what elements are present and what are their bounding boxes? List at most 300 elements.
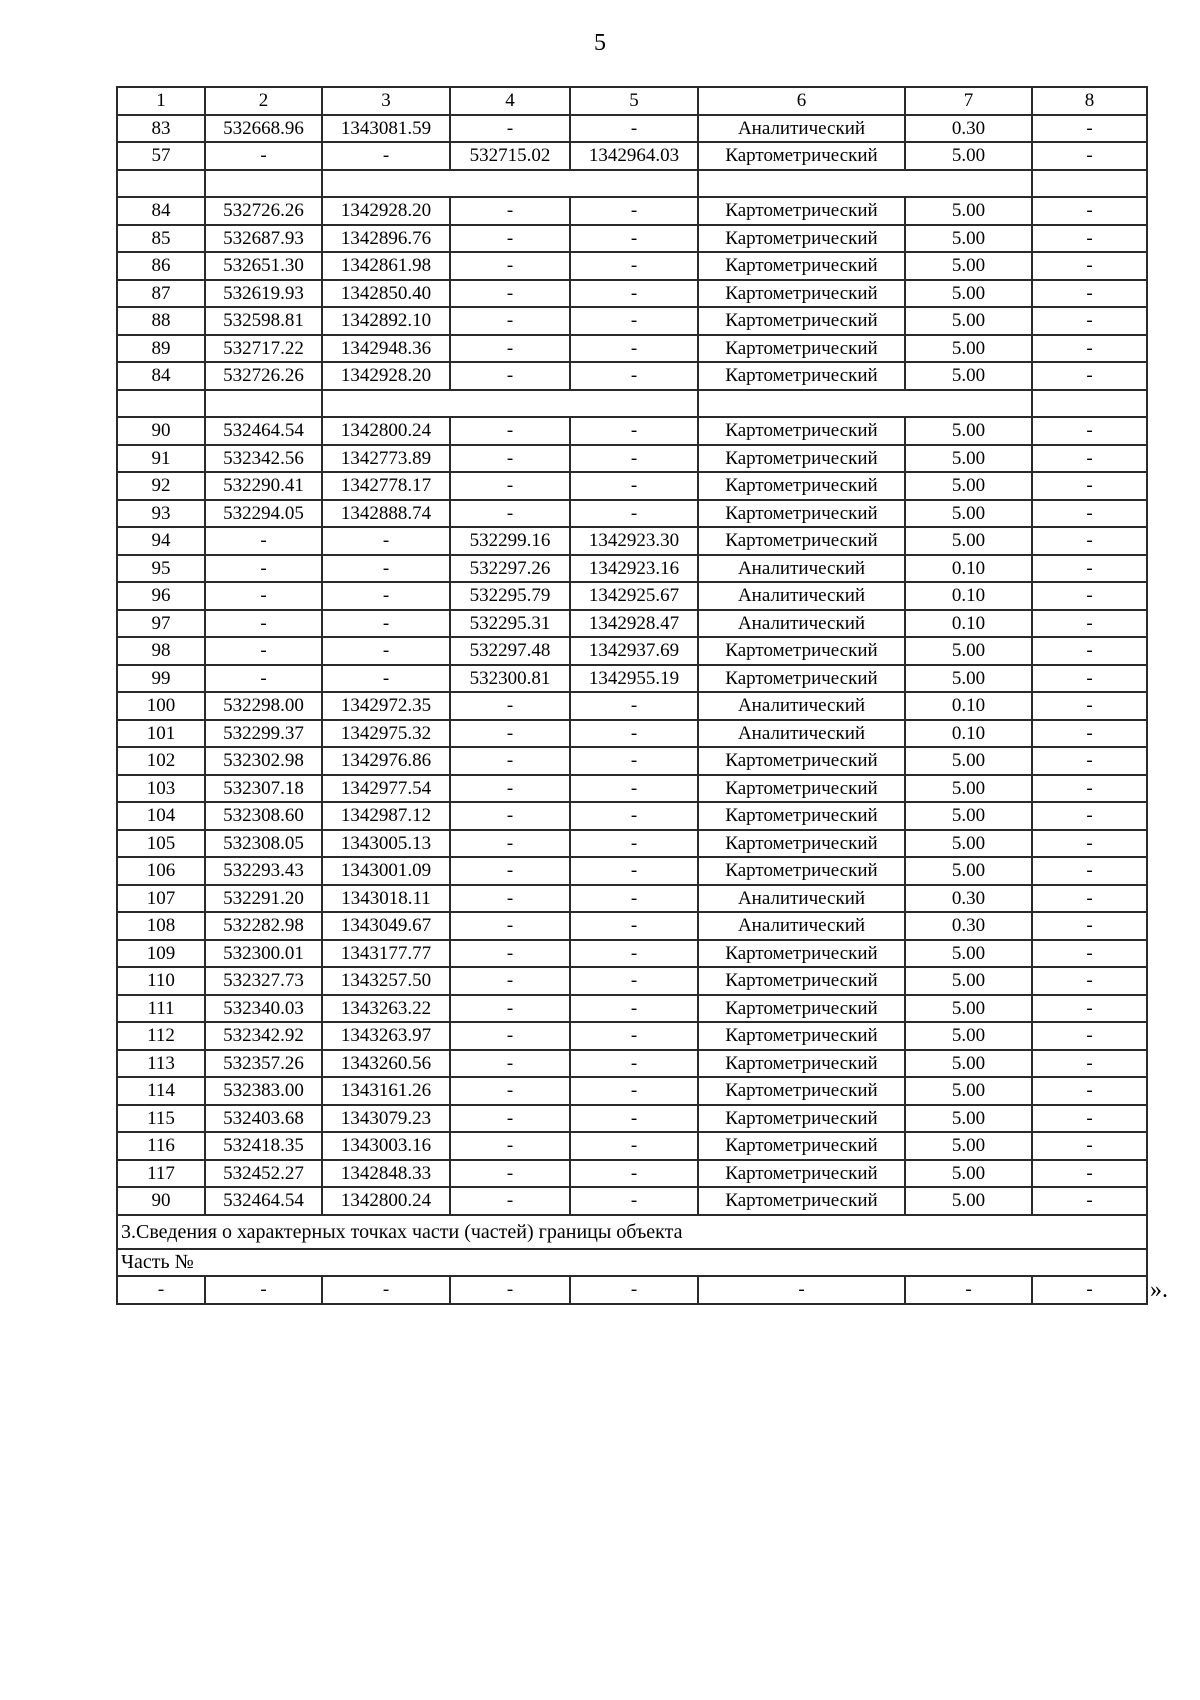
table-cell: 1342977.54	[322, 775, 450, 803]
table-cell: 114	[117, 1077, 205, 1105]
coordinates-table	[116, 86, 1148, 1305]
table-cell: 0.10	[905, 720, 1032, 748]
table-cell: 5.00	[905, 995, 1032, 1023]
table-cell: 90	[117, 1187, 205, 1215]
table-cell: 1342987.12	[322, 802, 450, 830]
table-cell: 532342.56	[205, 445, 322, 473]
table-row	[117, 692, 1147, 720]
part-label: Часть №	[117, 1249, 1147, 1277]
table-cell: Аналитический	[698, 912, 905, 940]
table-row	[117, 775, 1147, 803]
table-cell: -	[322, 665, 450, 693]
table-cell: 1343081.59	[322, 115, 450, 143]
table-cell: -	[450, 1276, 570, 1304]
table-cell: -	[450, 940, 570, 968]
table-cell: 532299.37	[205, 720, 322, 748]
table-cell: Картометрический	[698, 1022, 905, 1050]
table-cell: -	[570, 1160, 698, 1188]
table-cell: 1342928.20	[322, 197, 450, 225]
table-cell: 1343161.26	[322, 1077, 450, 1105]
table-cell: 532687.93	[205, 225, 322, 253]
table-cell: 99	[117, 665, 205, 693]
table-cell: -	[450, 1132, 570, 1160]
table-cell: Картометрический	[698, 527, 905, 555]
table-cell: 93	[117, 500, 205, 528]
table-cell: 5.00	[905, 197, 1032, 225]
table-cell: -	[570, 912, 698, 940]
table-cell: 5.00	[905, 335, 1032, 363]
table-cell: -	[570, 830, 698, 858]
table-cell: -	[322, 637, 450, 665]
table-cell: 1343003.16	[322, 1132, 450, 1160]
table-cell: 5.00	[905, 1050, 1032, 1078]
table-cell: Аналитический	[698, 692, 905, 720]
table-cell: -	[1032, 1160, 1147, 1188]
table-cell: 1342778.17	[322, 472, 450, 500]
table-cell: 1342800.24	[322, 417, 450, 445]
table-cell: 0.10	[905, 582, 1032, 610]
table-cell: -	[570, 747, 698, 775]
table-cell: 5.00	[905, 830, 1032, 858]
table-cell: Картометрический	[698, 197, 905, 225]
table-cell: -	[1032, 775, 1147, 803]
table-cell: 1343001.09	[322, 857, 450, 885]
table-cell: -	[1032, 610, 1147, 638]
table-cell: 83	[117, 115, 205, 143]
table-cell: 532651.30	[205, 252, 322, 280]
table-row	[117, 1160, 1147, 1188]
table-cell: -	[205, 555, 322, 583]
table-cell: -	[450, 472, 570, 500]
column-number-header: 5	[570, 87, 698, 115]
table-cell: 532403.68	[205, 1105, 322, 1133]
table-cell: 532300.01	[205, 940, 322, 968]
table-cell: 532598.81	[205, 307, 322, 335]
table-cell: Аналитический	[698, 115, 905, 143]
table-cell: -	[450, 912, 570, 940]
table-cell: 532297.48	[450, 637, 570, 665]
table-cell: -	[570, 885, 698, 913]
table-row	[117, 582, 1147, 610]
table-cell: 5.00	[905, 1132, 1032, 1160]
table-cell: Картометрический	[698, 500, 905, 528]
table-cell: -	[1032, 115, 1147, 143]
table-cell: -	[570, 472, 698, 500]
table-cell: -	[1032, 472, 1147, 500]
table-cell: 104	[117, 802, 205, 830]
table-cell: -	[205, 582, 322, 610]
table-cell: -	[1032, 747, 1147, 775]
table-row	[117, 197, 1147, 225]
table-cell: Картометрический	[698, 225, 905, 253]
table-cell: 532307.18	[205, 775, 322, 803]
table-cell: -	[322, 582, 450, 610]
closing-mark: ».	[1150, 1277, 1168, 1303]
table-cell: 532342.92	[205, 1022, 322, 1050]
table-cell: -	[1032, 555, 1147, 583]
table-row	[117, 527, 1147, 555]
table-row	[117, 445, 1147, 473]
table-cell: 5.00	[905, 1187, 1032, 1215]
table-cell: -	[450, 445, 570, 473]
table-cell: 5.00	[905, 967, 1032, 995]
table-cell: -	[1032, 912, 1147, 940]
table-cell: -	[1032, 995, 1147, 1023]
table-cell: -	[450, 1077, 570, 1105]
table-cell: 94	[117, 527, 205, 555]
table-cell: -	[570, 1022, 698, 1050]
empty-cell	[322, 390, 698, 418]
table-cell: 532297.26	[450, 555, 570, 583]
table-cell: Картометрический	[698, 280, 905, 308]
table-cell: -	[450, 857, 570, 885]
table-row	[117, 1187, 1147, 1215]
table-cell: 5.00	[905, 225, 1032, 253]
section3-title-row	[117, 1215, 1147, 1249]
table-row	[117, 362, 1147, 390]
empty-cell	[117, 390, 205, 418]
table-header-row	[117, 87, 1147, 115]
table-cell: -	[570, 1276, 698, 1304]
table-cell: -	[1032, 582, 1147, 610]
table-row	[117, 995, 1147, 1023]
table-cell: 5.00	[905, 280, 1032, 308]
table-cell: -	[570, 280, 698, 308]
table-cell: 97	[117, 610, 205, 638]
table-cell: Картометрический	[698, 472, 905, 500]
table-cell: -	[698, 1276, 905, 1304]
table-cell: 5.00	[905, 417, 1032, 445]
table-cell: -	[570, 802, 698, 830]
table-cell: 111	[117, 995, 205, 1023]
table-cell: -	[570, 1050, 698, 1078]
table-cell: 532298.00	[205, 692, 322, 720]
table-cell: -	[1032, 1077, 1147, 1105]
table-row	[117, 610, 1147, 638]
table-cell: 95	[117, 555, 205, 583]
table-cell: -	[450, 1187, 570, 1215]
table-row	[117, 857, 1147, 885]
table-cell: -	[205, 665, 322, 693]
table-cell: 5.00	[905, 500, 1032, 528]
table-cell: 101	[117, 720, 205, 748]
table-cell: -	[117, 1276, 205, 1304]
table-cell: 532294.05	[205, 500, 322, 528]
table-cell: 105	[117, 830, 205, 858]
empty-cell	[1032, 390, 1147, 418]
table-cell: 1342925.67	[570, 582, 698, 610]
table-cell: Аналитический	[698, 885, 905, 913]
table-cell: -	[1032, 692, 1147, 720]
table-cell: Картометрический	[698, 1077, 905, 1105]
table-cell: -	[1032, 500, 1147, 528]
table-cell: 5.00	[905, 142, 1032, 170]
table-cell: 91	[117, 445, 205, 473]
table-cell: -	[570, 307, 698, 335]
table-cell: -	[205, 610, 322, 638]
column-number-header: 8	[1032, 87, 1147, 115]
part-label-row	[117, 1249, 1147, 1277]
empty-cell	[205, 170, 322, 198]
table-cell: -	[570, 1077, 698, 1105]
table-cell: -	[570, 940, 698, 968]
table-row	[117, 500, 1147, 528]
table-cell: 110	[117, 967, 205, 995]
table-cell: -	[450, 115, 570, 143]
table-cell: 92	[117, 472, 205, 500]
section3-title: 3.Сведения о характерных точках части (частей) границы объекта	[117, 1215, 1147, 1249]
empty-cell	[698, 170, 1032, 198]
table-cell: -	[1032, 940, 1147, 968]
table-cell: 1342937.69	[570, 637, 698, 665]
table-cell: 112	[117, 1022, 205, 1050]
table-cell: 5.00	[905, 775, 1032, 803]
table-cell: -	[570, 720, 698, 748]
table-cell: 102	[117, 747, 205, 775]
table-cell: -	[1032, 720, 1147, 748]
table-row	[117, 1077, 1147, 1105]
table-cell: -	[1032, 665, 1147, 693]
table-cell: -	[570, 417, 698, 445]
table-cell: -	[1032, 1022, 1147, 1050]
table-cell: 107	[117, 885, 205, 913]
table-row	[117, 967, 1147, 995]
table-cell: -	[450, 1105, 570, 1133]
page-number: 5	[594, 30, 606, 56]
table-cell: -	[1032, 1050, 1147, 1078]
table-cell: 532464.54	[205, 417, 322, 445]
table-cell: 1342948.36	[322, 335, 450, 363]
table-cell: Картометрический	[698, 252, 905, 280]
table-cell: -	[450, 692, 570, 720]
empty-cell	[1032, 170, 1147, 198]
table-cell: -	[570, 500, 698, 528]
table-cell: -	[450, 747, 570, 775]
table-row	[117, 912, 1147, 940]
table-cell: 532302.98	[205, 747, 322, 775]
table-cell: 0.10	[905, 555, 1032, 583]
table-cell: -	[450, 417, 570, 445]
table-cell: Картометрический	[698, 802, 905, 830]
table-cell: Картометрический	[698, 747, 905, 775]
table-cell: -	[450, 197, 570, 225]
table-cell: 5.00	[905, 857, 1032, 885]
table-cell: -	[1032, 197, 1147, 225]
table-cell: 532452.27	[205, 1160, 322, 1188]
table-cell: 5.00	[905, 802, 1032, 830]
table-cell: Картометрический	[698, 857, 905, 885]
table-cell: Картометрический	[698, 335, 905, 363]
table-cell: -	[450, 720, 570, 748]
table-cell: -	[450, 775, 570, 803]
table-cell: -	[905, 1276, 1032, 1304]
table-cell: Картометрический	[698, 1132, 905, 1160]
table-cell: 113	[117, 1050, 205, 1078]
table-cell: 1342955.19	[570, 665, 698, 693]
table-cell: 5.00	[905, 1105, 1032, 1133]
table-cell: Картометрический	[698, 307, 905, 335]
table-cell: -	[570, 775, 698, 803]
table-cell: 1343005.13	[322, 830, 450, 858]
table-cell: 86	[117, 252, 205, 280]
table-cell: -	[1032, 830, 1147, 858]
table-cell: -	[1032, 1105, 1147, 1133]
table-cell: Картометрический	[698, 940, 905, 968]
table-cell: 532293.43	[205, 857, 322, 885]
table-cell: -	[1032, 362, 1147, 390]
table-row	[117, 885, 1147, 913]
table-cell: -	[450, 335, 570, 363]
table-row	[117, 555, 1147, 583]
column-number-header: 3	[322, 87, 450, 115]
table-cell: -	[450, 1160, 570, 1188]
table-cell: 0.30	[905, 115, 1032, 143]
table-cell: 5.00	[905, 1077, 1032, 1105]
table-cell: -	[450, 1050, 570, 1078]
table-cell: 1343079.23	[322, 1105, 450, 1133]
table-cell: Картометрический	[698, 995, 905, 1023]
table-cell: Аналитический	[698, 720, 905, 748]
table-cell: 532464.54	[205, 1187, 322, 1215]
table-cell: 0.30	[905, 912, 1032, 940]
table-cell: Картометрический	[698, 637, 905, 665]
table-row	[117, 225, 1147, 253]
table-cell: -	[1032, 252, 1147, 280]
table-cell: -	[1032, 142, 1147, 170]
table-cell: Картометрический	[698, 967, 905, 995]
table-cell: -	[322, 142, 450, 170]
table-cell: 88	[117, 307, 205, 335]
column-number-header: 4	[450, 87, 570, 115]
table-cell: 5.00	[905, 445, 1032, 473]
table-cell: 0.30	[905, 885, 1032, 913]
table-cell: 532726.26	[205, 197, 322, 225]
table-row	[117, 115, 1147, 143]
table-cell: 1342800.24	[322, 1187, 450, 1215]
table-cell: 532715.02	[450, 142, 570, 170]
table-row	[117, 1050, 1147, 1078]
table-cell: -	[570, 252, 698, 280]
table-cell: 0.10	[905, 610, 1032, 638]
table-cell: -	[205, 527, 322, 555]
table-row	[117, 802, 1147, 830]
empty-cell	[205, 390, 322, 418]
table-cell: 89	[117, 335, 205, 363]
table-cell: -	[570, 197, 698, 225]
document-table-wrapper	[116, 86, 1146, 1305]
column-number-header: 2	[205, 87, 322, 115]
table-cell: 532295.31	[450, 610, 570, 638]
table-cell: -	[570, 335, 698, 363]
table-cell: 1342964.03	[570, 142, 698, 170]
table-cell: Картометрический	[698, 830, 905, 858]
table-cell: Картометрический	[698, 417, 905, 445]
table-cell: -	[1032, 1132, 1147, 1160]
table-cell: 532383.00	[205, 1077, 322, 1105]
table-cell: -	[1032, 885, 1147, 913]
table-cell: 532340.03	[205, 995, 322, 1023]
table-cell: -	[1032, 857, 1147, 885]
table-cell: -	[450, 885, 570, 913]
table-cell: Картометрический	[698, 362, 905, 390]
table-cell: -	[570, 225, 698, 253]
table-cell: -	[450, 995, 570, 1023]
table-cell: 5.00	[905, 940, 1032, 968]
table-row	[117, 747, 1147, 775]
table-cell: -	[1032, 802, 1147, 830]
empty-cell	[117, 170, 205, 198]
table-row	[117, 307, 1147, 335]
table-cell: 1343260.56	[322, 1050, 450, 1078]
table-cell: 1342928.47	[570, 610, 698, 638]
table-cell: Аналитический	[698, 582, 905, 610]
table-cell: Картометрический	[698, 1050, 905, 1078]
table-cell: Картометрический	[698, 1105, 905, 1133]
table-cell: Картометрический	[698, 775, 905, 803]
table-cell: 1343263.22	[322, 995, 450, 1023]
table-row	[117, 252, 1147, 280]
table-cell: -	[322, 610, 450, 638]
table-cell: -	[1032, 445, 1147, 473]
table-row	[117, 417, 1147, 445]
table-cell: 1342888.74	[322, 500, 450, 528]
table-row	[117, 720, 1147, 748]
column-number-header: 7	[905, 87, 1032, 115]
table-cell: Аналитический	[698, 555, 905, 583]
table-cell: -	[322, 1276, 450, 1304]
table-cell: 5.00	[905, 252, 1032, 280]
table-cell: -	[205, 142, 322, 170]
table-cell: 1343018.11	[322, 885, 450, 913]
table-cell: 532668.96	[205, 115, 322, 143]
table-cell: 96	[117, 582, 205, 610]
contour-separator-row	[117, 390, 1147, 418]
table-cell: -	[570, 967, 698, 995]
table-cell: 532308.60	[205, 802, 322, 830]
table-cell: 1342972.35	[322, 692, 450, 720]
table-row	[117, 665, 1147, 693]
table-cell: -	[1032, 335, 1147, 363]
table-cell: 532357.26	[205, 1050, 322, 1078]
table-cell: Аналитический	[698, 610, 905, 638]
table-cell: -	[570, 1105, 698, 1133]
table-cell: -	[450, 362, 570, 390]
table-cell: -	[450, 307, 570, 335]
column-number-header: 6	[698, 87, 905, 115]
table-cell: -	[1032, 1187, 1147, 1215]
table-cell: 115	[117, 1105, 205, 1133]
table-cell: 84	[117, 362, 205, 390]
table-cell: -	[1032, 417, 1147, 445]
table-cell: 1343257.50	[322, 967, 450, 995]
table-cell: 1343177.77	[322, 940, 450, 968]
table-cell: 87	[117, 280, 205, 308]
table-row	[117, 1105, 1147, 1133]
table-cell: 5.00	[905, 1160, 1032, 1188]
table-cell: 1342975.32	[322, 720, 450, 748]
table-cell: Картометрический	[698, 665, 905, 693]
table-cell: 5.00	[905, 472, 1032, 500]
table-row	[117, 637, 1147, 665]
table-cell: 1342861.98	[322, 252, 450, 280]
table-row	[117, 1022, 1147, 1050]
contour-separator-row	[117, 170, 1147, 198]
table-cell: 5.00	[905, 362, 1032, 390]
column-number-header: 1	[117, 87, 205, 115]
table-cell: 532717.22	[205, 335, 322, 363]
table-row	[117, 830, 1147, 858]
table-row	[117, 472, 1147, 500]
